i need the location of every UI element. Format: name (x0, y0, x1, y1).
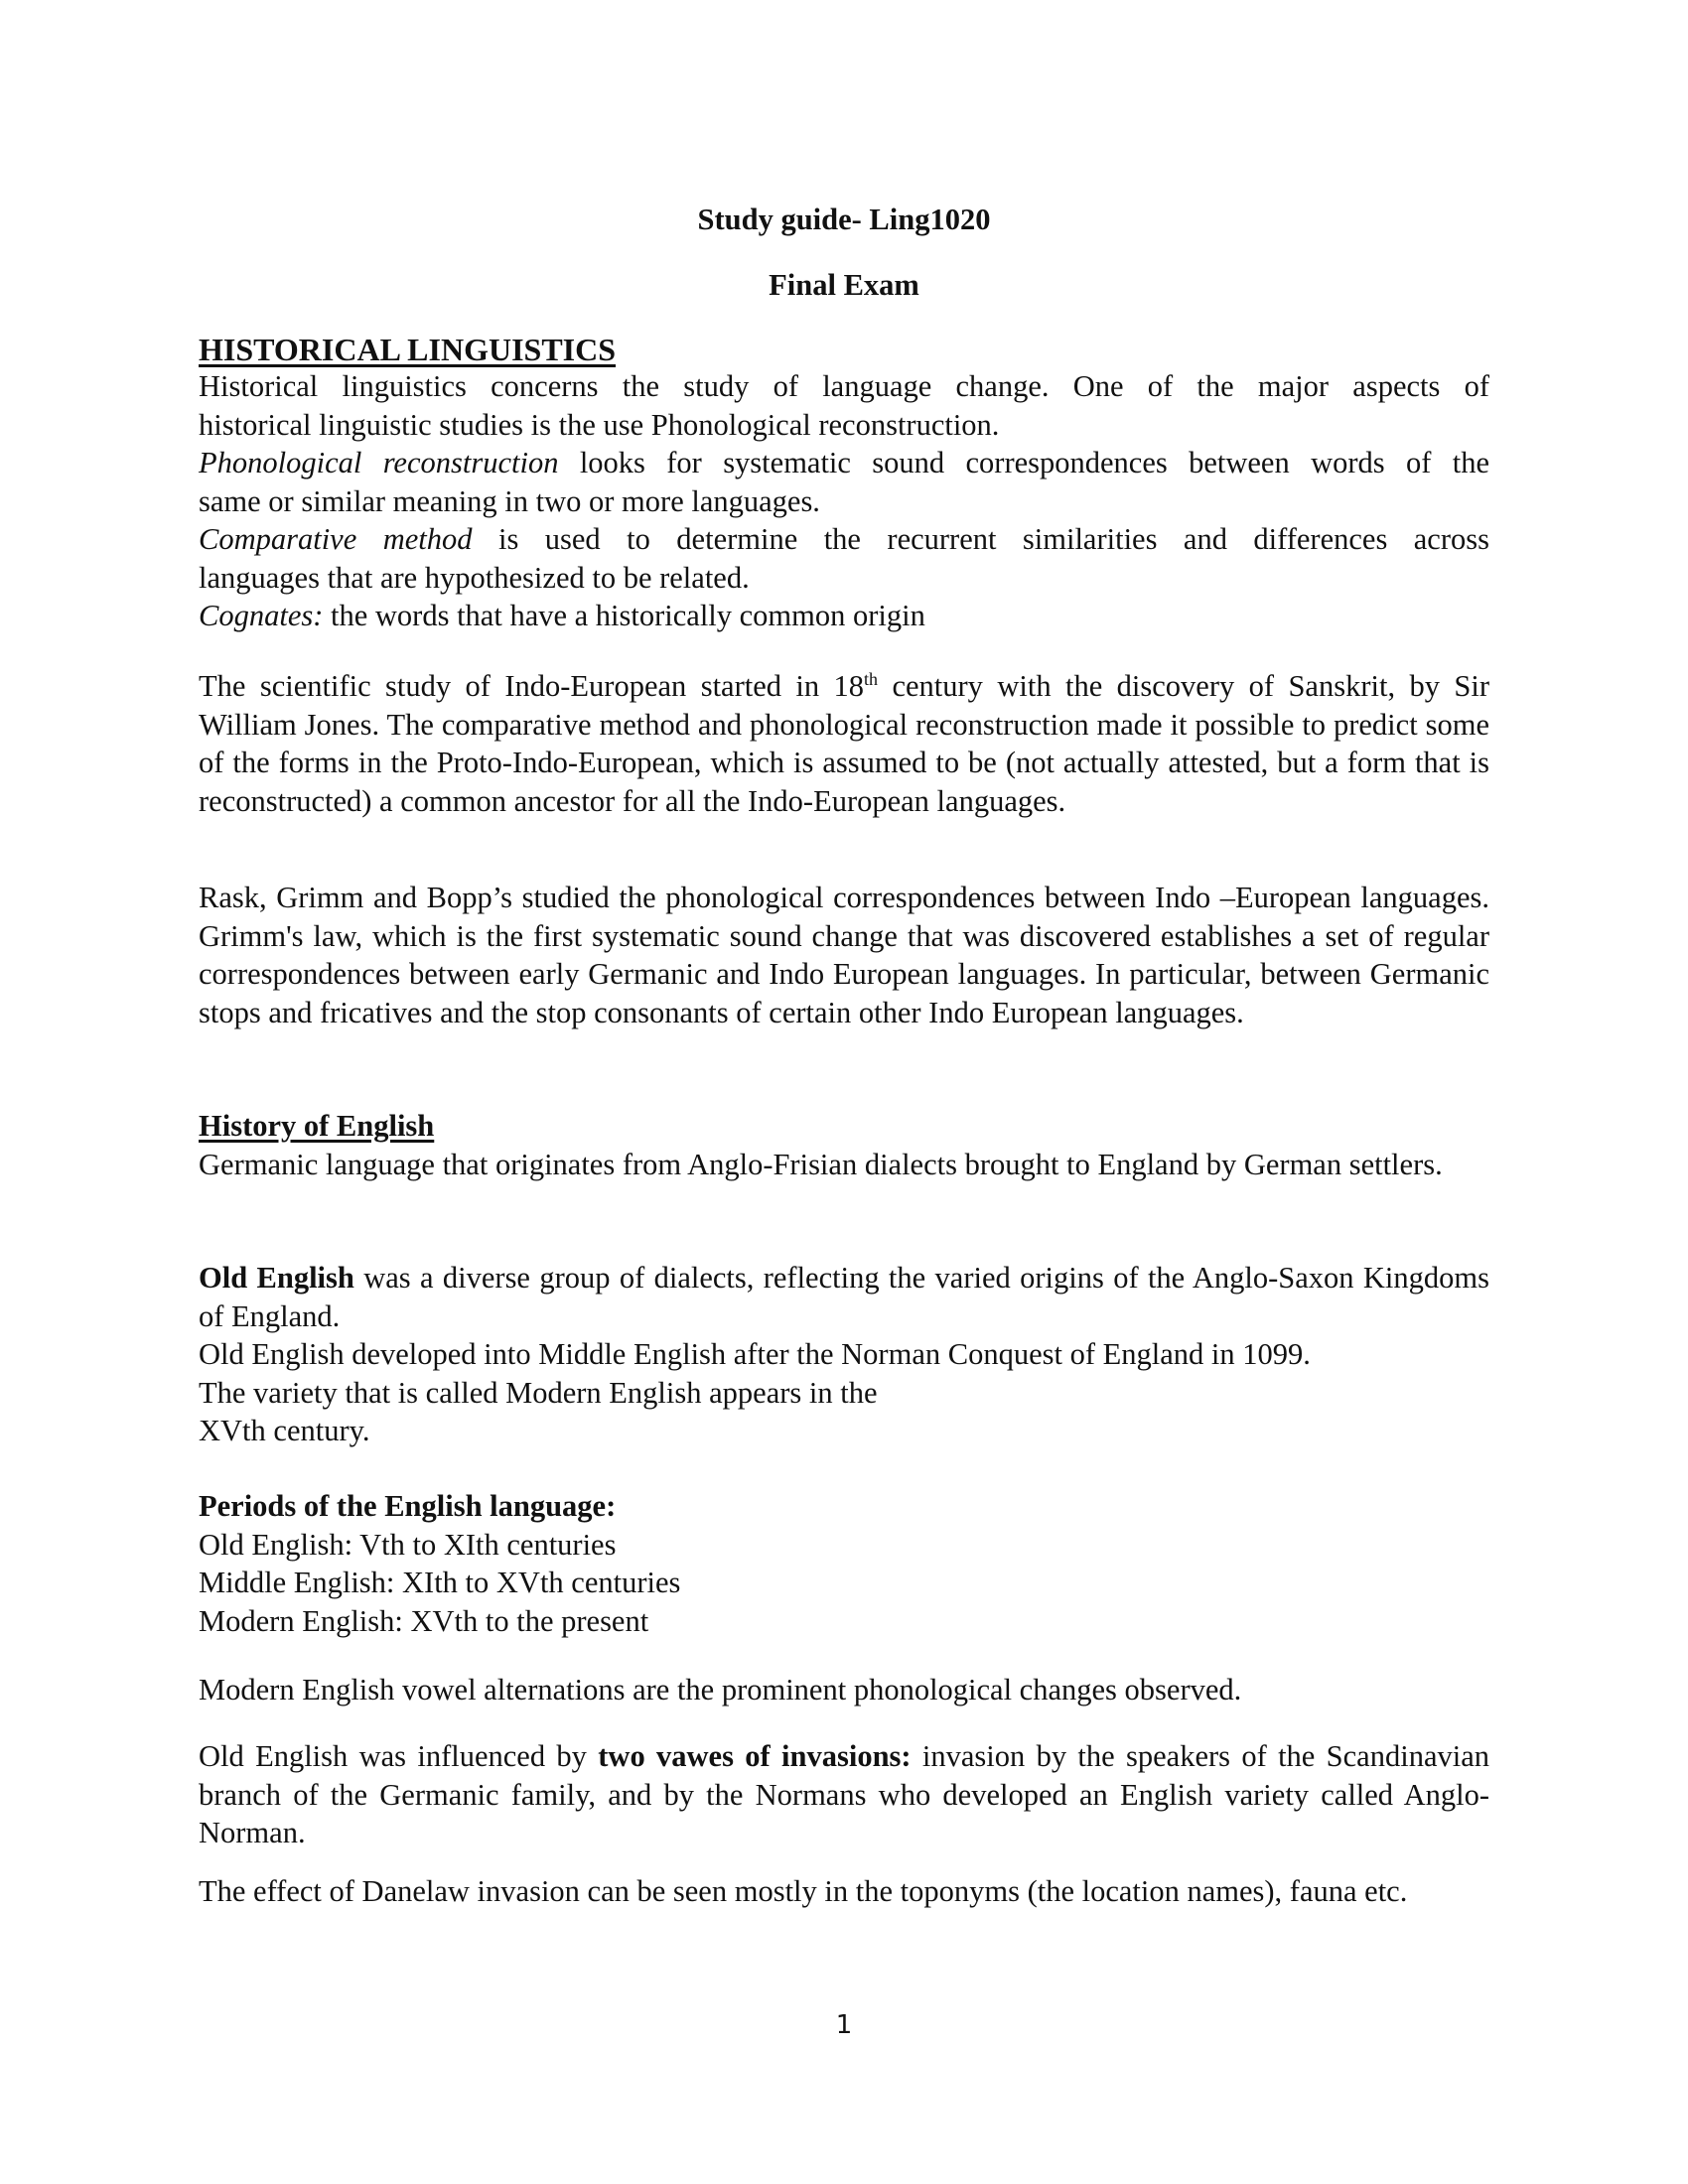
page-number: 1 (835, 2010, 853, 2040)
paragraph-text: Rask, Grimm and Bopp’s studied the phonological correspondences between Indo –European languages. Grimm's law, which is the first systematic sound change that was discovered establishes a set of regular correspondences between early Germanic and Indo European languages. In particular, between Germanic stops and fricatives and the stop consonants of certain other Indo European languages. (199, 881, 1489, 1029)
term-comparative-method: Comparative method (199, 522, 473, 556)
modern-english-line-1: The variety that is called Modern English appears in the (199, 1375, 878, 1410)
text-span: century with the discovery of Sanskrit, by Sir William Jones. The comparative method and phonological reconstruction made it possible to predict some of the forms in the Proto-Indo-European, which is assumed to be (not actually attested, but a form that is reconstructed) a common ancestor for all the Indo-European languages. (199, 669, 1489, 818)
grimm-paragraph (199, 879, 1489, 1031)
old-english-block (199, 1259, 1489, 1450)
term-cognates: Cognates: (199, 599, 324, 632)
paragraph-text: Modern English vowel alternations are the prominent phonological changes observed. (199, 1673, 1242, 1706)
document-subtitle: Final Exam (769, 268, 919, 302)
definition-text: looks for systematic sound correspondences between words of the (558, 446, 1490, 479)
phonological-reconstruction-line-2: same or similar meaning in two or more languages. (199, 483, 820, 518)
phonological-reconstruction-definition (199, 444, 1489, 482)
bold-phrase: two vawes of invasions: (598, 1739, 912, 1773)
indo-european-paragraph (199, 667, 1489, 820)
text-span: invasion by the speakers of the Scandinavian branch of the Germanic family, and by the Normans who developed an English variety called Anglo-Norman. (199, 1739, 1489, 1849)
history-of-english-section (199, 1107, 1489, 1183)
section-heading-history-of-english: History of English (199, 1109, 435, 1143)
modern-english-line-2: XVth century. (199, 1414, 370, 1447)
paragraph-text (199, 667, 1489, 820)
periods-heading-text: Periods of the English language: (199, 1489, 617, 1523)
middle-english-line: Old English developed into Middle English after the Norman Conquest of England in 1099. (199, 1337, 1311, 1371)
section-heading-historical-linguistics: HISTORICAL LINGUISTICS (199, 332, 617, 367)
term-old-english: Old English (199, 1261, 354, 1295)
definition-text: is used to determine the recurrent similarities and differences across (472, 522, 1489, 556)
old-english-paragraph (199, 1259, 1489, 1335)
vowel-alternations-line (199, 1671, 1489, 1709)
period-item: Middle English: XIth to XVth centuries (199, 1566, 681, 1599)
document-title: Study guide- Ling1020 (697, 203, 991, 236)
definitions-block (199, 367, 1489, 635)
paragraph-text: The effect of Danelaw invasion can be seen mostly in the toponyms (the location names), fauna etc. (199, 1874, 1408, 1908)
text-span: Old English was influenced by (199, 1739, 599, 1773)
text-span: The scientific study of Indo-European started in 18 (199, 669, 865, 703)
text-span: was a diverse group of dialects, reflecting the varied origins of the Anglo-Saxon Kingdoms of England. (199, 1261, 1489, 1333)
superscript: th (864, 668, 879, 689)
paragraph-text (199, 1737, 1489, 1852)
periods-heading (199, 1487, 1489, 1526)
invasions-paragraph (199, 1737, 1489, 1852)
period-item: Old English: Vth to XIth centuries (199, 1527, 617, 1562)
term-phonological-reconstruction: Phonological reconstruction (199, 446, 559, 479)
danelaw-paragraph (199, 1872, 1489, 1911)
definition-text: the words that have a historically common origin (323, 599, 925, 632)
intro-line-1: Historical linguistics concerns the study of language change. One of the major aspects of (199, 369, 1489, 403)
intro-line-2: historical linguistic studies is the use Phonological reconstruction. (199, 407, 1000, 442)
cognates-definition (199, 597, 1489, 635)
comparative-method-line-2: languages that are hypothesized to be related. (199, 560, 750, 595)
periods-block (199, 1487, 1489, 1640)
period-item: Modern English: XVth to the present (199, 1603, 649, 1638)
history-intro: Germanic language that originates from Anglo-Frisian dialects brought to England by German settlers. (199, 1147, 1443, 1181)
comparative-method-definition (199, 520, 1489, 559)
